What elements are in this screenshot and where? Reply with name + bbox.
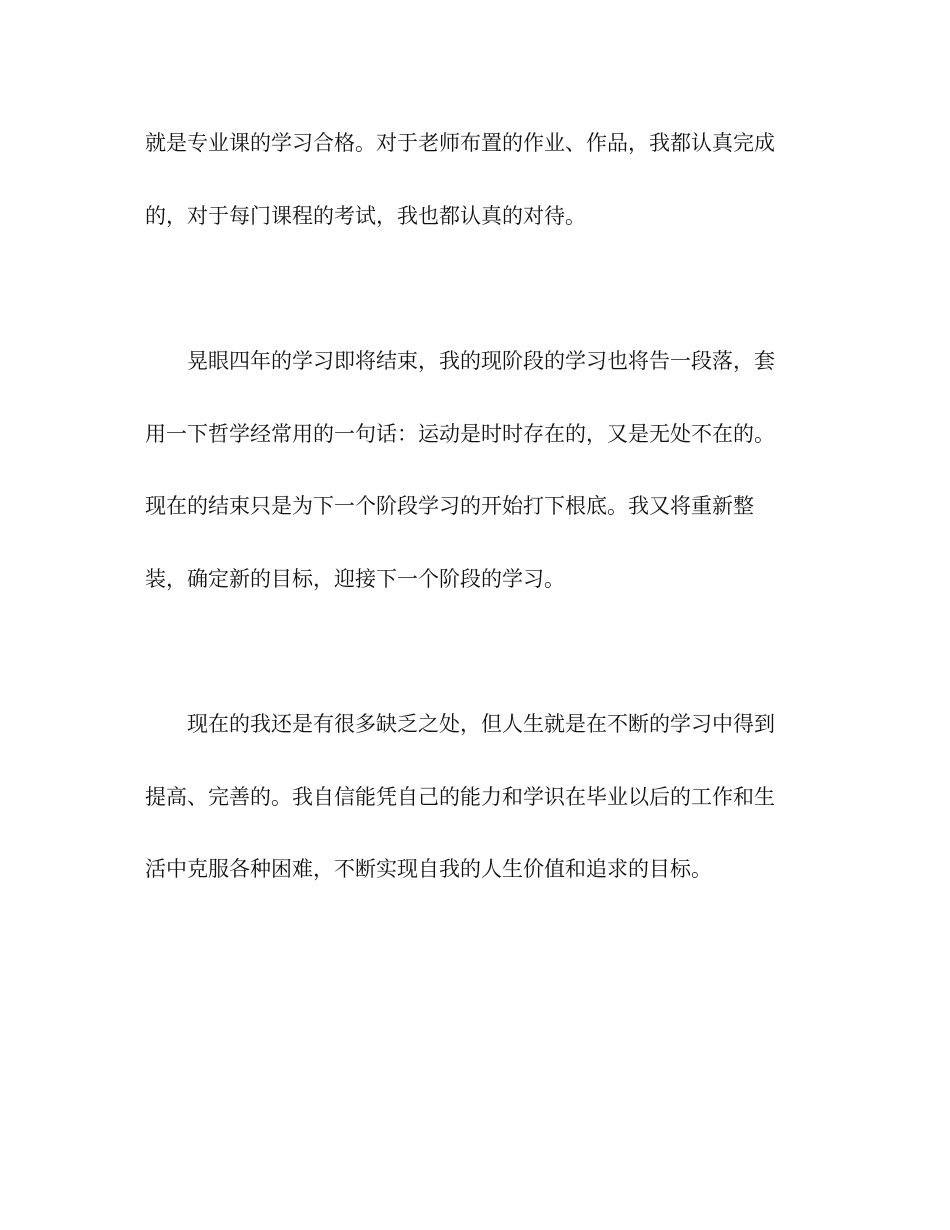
paragraph-line: 现在的结束只是为下一个阶段学习的开始打下根底。我又将重新整 — [145, 494, 754, 518]
paragraph-line: 提高、完善的。我自信能凭自己的能力和学识在毕业以后的工作和生 — [145, 785, 775, 809]
paragraph-line: 装，确定新的目标，迎接下一个阶段的学习。 — [145, 567, 565, 591]
paragraph-line: 晃眼四年的学习即将结束，我的现阶段的学习也将告一段落，套 — [187, 349, 775, 373]
paragraph-line: 现在的我还是有很多缺乏之处，但人生就是在不断的学习中得到 — [187, 712, 775, 736]
paragraph-line: 用一下哲学经常用的一句话：运动是时时存在的，又是无处不在的。 — [145, 422, 775, 446]
paragraph-line: 活中克服各种困难，不断实现自我的人生价值和追求的目标。 — [145, 857, 712, 881]
paragraph-line: 的，对于每门课程的考试，我也都认真的对待。 — [145, 204, 586, 228]
paragraph-line: 就是专业课的学习合格。对于老师布置的作业、作品，我都认真完成 — [145, 131, 775, 155]
